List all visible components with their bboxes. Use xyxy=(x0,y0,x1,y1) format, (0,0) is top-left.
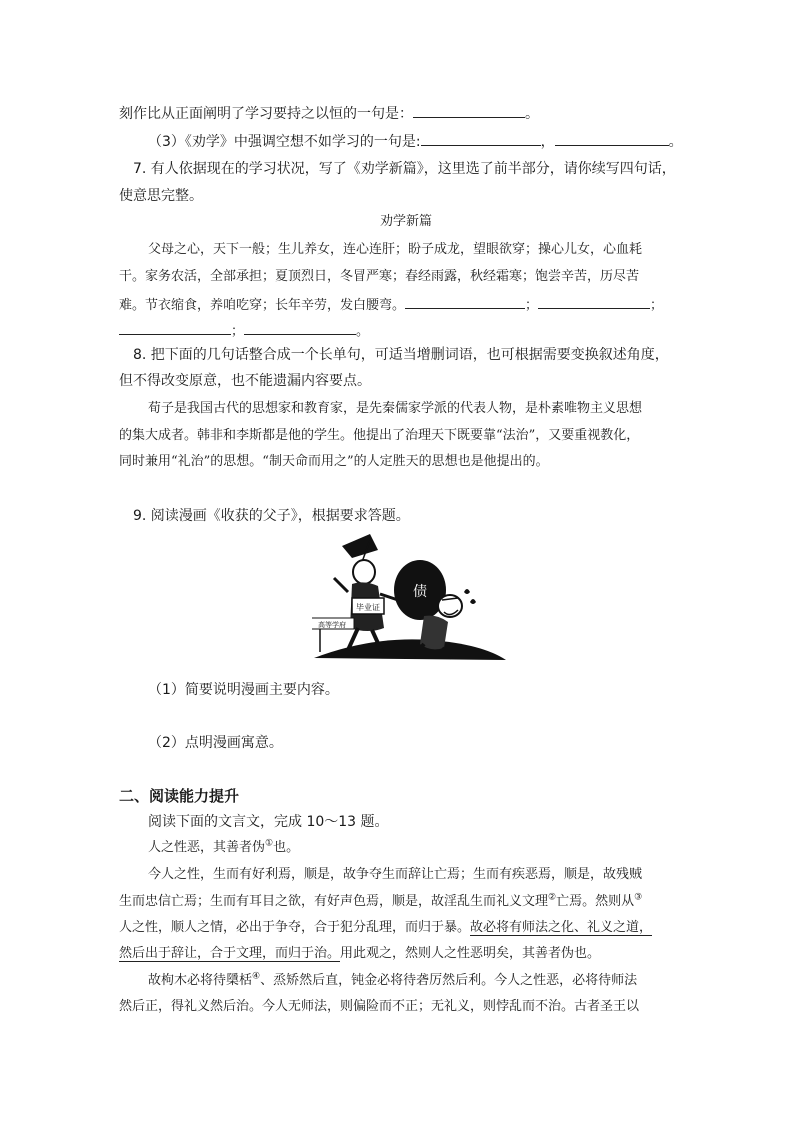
q8-para-2: 的集大成者。韩非和李斯都是他的学生。他提出了治理天下既要靠“法治”，又要重视教化， xyxy=(119,428,640,443)
answer-blank[interactable] xyxy=(421,131,541,146)
ground-mound xyxy=(314,639,506,660)
answer-blank[interactable] xyxy=(555,131,669,146)
footnote-mark: ① xyxy=(265,838,274,849)
sweat-drops-icon xyxy=(464,589,476,604)
classical-line-5: 然后出于辞让，合于文理，而归于治。用此观之，然则人之性恶明矣，其善者伪也。 xyxy=(119,946,601,961)
classical-line-3: 生而忠信亡焉；生而有耳目之欲，有好声色焉，顺是，故淫乱生而礼义文理②亡焉。然则从③ xyxy=(119,892,643,909)
answer-blank[interactable] xyxy=(405,294,525,309)
poem-line-3: 难。节衣缩食，养咱吃穿；长年辛劳，发白腰弯。 ； ； xyxy=(119,294,663,316)
cartoon-image xyxy=(312,532,508,664)
answer-blank[interactable] xyxy=(413,103,525,118)
q8-para-1: 荀子是我国古代的思想家和教育家，是先秦儒家学派的代表人物，是朴素唯物主义思想 xyxy=(148,401,643,416)
section-heading: 二、阅读能力提升 xyxy=(119,787,240,805)
q8-line2: 但不得改变原意，也不能遗漏内容要点。 xyxy=(119,373,371,389)
classical-line-4: 人之性，顺人之情，必出于争夺，合于犯分乱理，而归于暴。故必将有师法之化、礼义之道， xyxy=(119,920,653,935)
q8-para-3: 同时兼用“礼治”的思想。“制天命而用之”的人定胜天的思想也是他提出的。 xyxy=(119,454,549,469)
underlined-sentence: 然后出于辞让，合于文理，而归于治。 xyxy=(119,946,341,961)
classical-line-6: 故枸木必将待檃栝④、烝矫然后直，钝金必将待砻厉然后利。今人之性恶，必将待师法 xyxy=(148,971,638,988)
classical-line-2: 今人之性，生而有好利焉，顺是，故争夺生而辞让亡焉；生而有疾恶焉，顺是，故残贼 xyxy=(148,867,643,882)
signboard-label: 高等学府 xyxy=(318,621,346,629)
footnote-mark: ④ xyxy=(252,971,261,982)
debt-label: 债 xyxy=(413,584,427,600)
q7-line1: 7. 有人依据现在的学习状况，写了《劝学新篇》，这里选了前半部分，请你续写四句话， xyxy=(133,161,676,177)
q6-line1-text: 刻作比从正面阐明了学习要持之以恒的一句是： xyxy=(119,106,413,122)
q6-sub3: （3）《劝学》中强调空想不如学习的一句是: ， 。 xyxy=(148,131,683,152)
poem-line-2: 干。家务农活，全部承担；夏顶烈日，冬冒严寒；春经雨露，秋经霜寒；饱尝辛苦，历尽苦 xyxy=(119,269,640,284)
classical-line-7: 然后正，得礼义然后治。今人无师法，则偏险而不正；无礼义，则悖乱而不治。古者圣王以 xyxy=(119,999,640,1014)
footnote-mark: ② xyxy=(548,892,557,903)
underlined-sentence: 故必将有师法之化、礼义之道， xyxy=(470,920,653,935)
son-head xyxy=(353,560,375,584)
q8-line1: 8. 把下面的几句话整合成一个长单句，可适当增删词语，也可根据需要变换叙述角度， xyxy=(133,347,669,363)
q9-sub1: （1）简要说明漫画主要内容。 xyxy=(148,682,339,698)
answer-blank[interactable] xyxy=(244,320,356,335)
q7-line2: 使意思完整。 xyxy=(119,188,203,204)
poem-title: 劝学新篇 xyxy=(380,214,433,229)
section-intro: 阅读下面的文言文，完成 10～13 题。 xyxy=(148,814,389,830)
answer-blank[interactable] xyxy=(119,320,231,335)
q9-sub2: （2）点明漫画寓意。 xyxy=(148,735,283,751)
poem-line-1: 父母之心，天下一般；生儿养女，连心连肝；盼子成龙，望眼欲穿；操心儿女，心血耗 xyxy=(148,242,643,257)
classical-line-1: 人之性恶，其善者伪①也。 xyxy=(148,838,300,855)
mortarboard-icon xyxy=(342,534,378,558)
q9-title: 9. 阅读漫画《收获的父子》，根据要求答题。 xyxy=(133,508,410,524)
answer-blank[interactable] xyxy=(538,294,650,309)
poem-line-4: ； 。 xyxy=(119,320,369,342)
footnote-mark: ③ xyxy=(634,892,643,903)
q6-line1: 刻作比从正面阐明了学习要持之以恒的一句是： 。 xyxy=(119,103,539,124)
q6-sub3-text: （3）《劝学》中强调空想不如学习的一句是: xyxy=(148,134,421,150)
diploma-label: 毕业证 xyxy=(356,603,380,612)
